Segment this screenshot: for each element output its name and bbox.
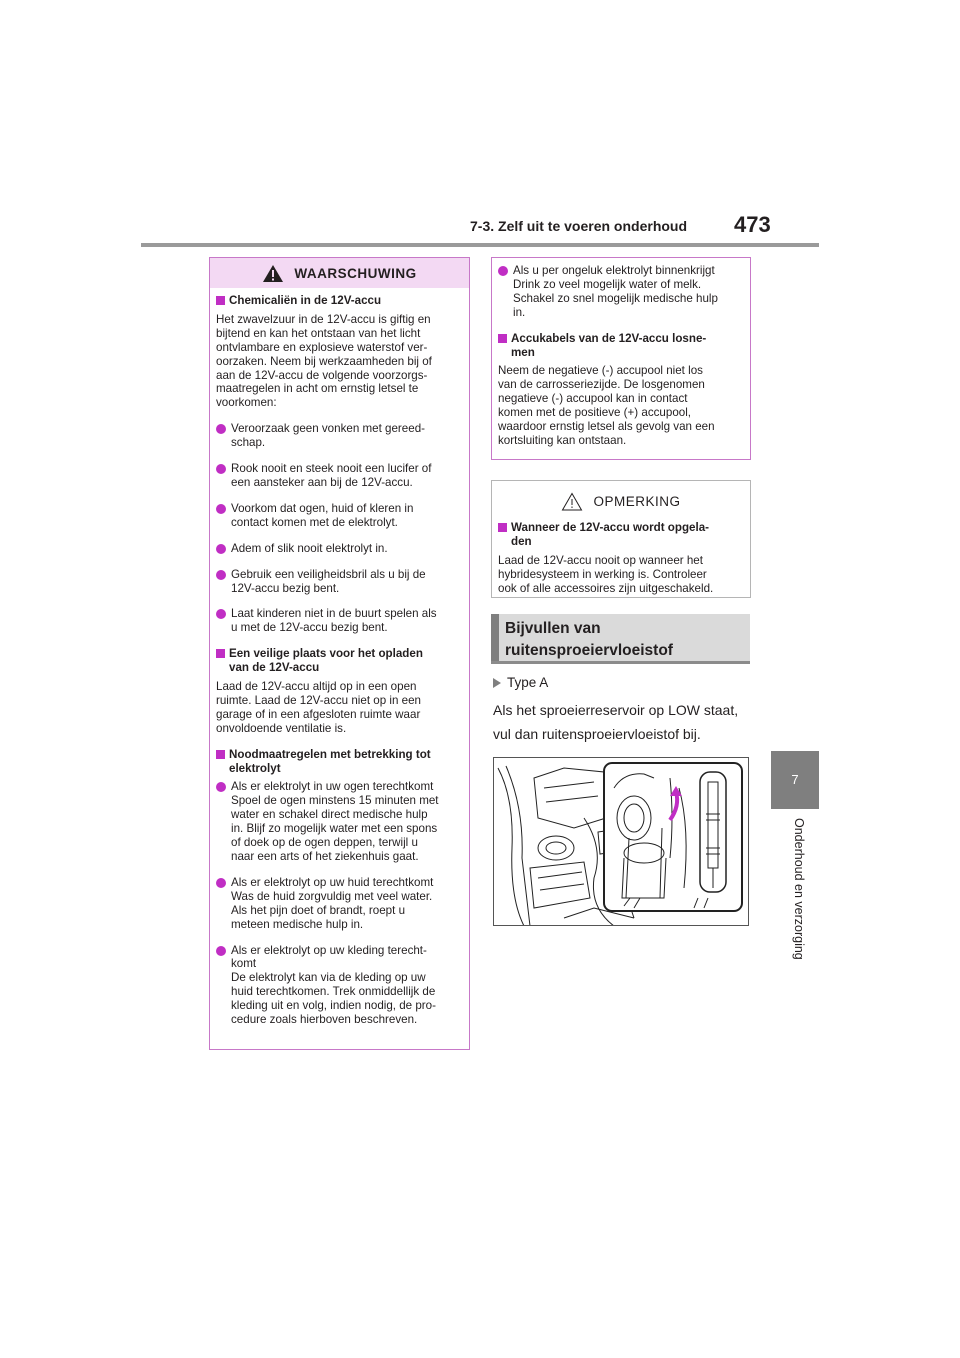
list-item: Als er elektrolyt op uw kleding terecht- komt De elektrolyt kan via de kleding op uw huid terechtkomen. Trek onmiddellijk de kleding uit en volg, indien nodig, de pro- cedure zoals hierboven beschreven. xyxy=(216,944,461,1027)
note-header xyxy=(492,481,750,515)
warning-heading-charging: Een veilige plaats voor het opladen van de 12V-accu xyxy=(216,647,461,675)
page-number: 473 xyxy=(734,212,771,237)
bullet-dot-icon xyxy=(216,878,226,888)
square-bullet-icon xyxy=(216,649,225,658)
warning-header xyxy=(210,258,469,288)
square-bullet-icon xyxy=(498,523,507,532)
note-heading: Wanneer de 12V-accu wordt opgela- den xyxy=(498,521,742,549)
note-title: OPMERKING xyxy=(593,493,681,509)
header-divider xyxy=(141,243,819,247)
section-accent xyxy=(491,614,499,661)
list-item: Als u per ongeluk elektrolyt binnenkrijgt Drink zo veel mogelijk water of melk. Schakel zo snel mogelijk medische hulp in. xyxy=(498,264,742,320)
list-item: Veroorzaak geen vonken met gereed- schap. xyxy=(216,422,461,450)
list-item: Als er elektrolyt op uw huid terechtkomt Was de huid zorgvuldig met veel water. Als het pijn doet of brandt, roept u meteen medische hulp in. xyxy=(216,876,461,932)
warning-title: WAARSCHUWING xyxy=(294,265,417,281)
bullet-dot-icon xyxy=(216,424,226,434)
list-item: Als er elektrolyt in uw ogen terechtkomt Spoel de ogen minstens 15 minuten met water en schakel direct medische hulp in. Blijf zo mogelijk water met een spons of doek op de ogen deppen, terwijl u naar een arts of het ziekenhuis gaat. xyxy=(216,780,461,863)
note-box xyxy=(491,480,751,598)
section-heading-bar xyxy=(491,614,750,664)
bullet-dot-icon xyxy=(216,464,226,474)
washer-reservoir-illustration xyxy=(493,757,749,926)
square-bullet-icon xyxy=(498,334,507,343)
section-paragraph: Als het sproeierreservoir op LOW staat, vul dan ruitensproeiervloeistof bij. xyxy=(493,702,739,742)
square-bullet-icon xyxy=(216,296,225,305)
warning-paragraph: Neem de negatieve (-) accupool niet los van de carrosseriezijde. De losgenomen negatieve (-) accupool kan in contact komen met de positieve (+) accupool, waardoor ernstig letsel als gevolg van een kortsluiting kan ontstaan. xyxy=(498,364,715,447)
square-bullet-icon xyxy=(216,750,225,759)
warning-box xyxy=(209,257,470,1050)
list-item: Voorkom dat ogen, huid of kleren in contact komen met de elektrolyt. xyxy=(216,502,461,530)
section-title: Bijvullen van ruitensproeiervloeistof xyxy=(505,620,673,659)
warning-triangle-icon xyxy=(262,264,284,283)
bullet-dot-icon xyxy=(216,946,226,956)
chapter-number-tab: 7 xyxy=(771,751,819,809)
bullet-dot-icon xyxy=(216,782,226,792)
list-item: Laat kinderen niet in de buurt spelen als u met de 12V-accu bezig bent. xyxy=(216,607,461,635)
header-section-title: 7-3. Zelf uit te voeren onderhoud xyxy=(470,218,688,234)
note-paragraph: Laad de 12V-accu nooit op wanneer het hybridesysteem in werking is. Controleer ook of alle accessoires zijn uitgeschakeld. xyxy=(498,553,714,595)
bullet-dot-icon xyxy=(216,504,226,514)
list-item: Gebruik een veiligheidsbril als u bij de 12V-accu bezig bent. xyxy=(216,568,461,596)
engine-bay-drawing xyxy=(494,758,749,926)
list-item: Rook nooit en steek nooit een lucifer of een aansteker aan bij de 12V-accu. xyxy=(216,462,461,490)
type-label: Type A xyxy=(493,675,548,690)
warning-heading-cables: Accukabels van de 12V-accu losne- men xyxy=(498,332,742,360)
notice-triangle-icon xyxy=(561,492,583,511)
warning-paragraph: Laad de 12V-accu altijd op in een open ruimte. Laad de 12V-accu niet op in een garage of in een afgesloten ruimte waar onvoldoende ventilatie is. xyxy=(216,680,421,735)
warning-paragraph: Het zwavelzuur in de 12V-accu is giftig en bijtend en kan het ontstaan van het licht ontvlambare en explosieve waterstof ver- oorzaken. Neem bij werkzaamheden bij of aan de 12V-accu de volgende voorzorgs- maatregelen in acht om ernstig letsel te voorkomen: xyxy=(216,312,432,410)
warning-box-continued xyxy=(491,257,751,460)
bullet-dot-icon xyxy=(216,609,226,619)
bullet-dot-icon xyxy=(216,570,226,580)
list-item: Adem of slik nooit elektrolyt in. xyxy=(216,542,461,556)
warning-heading-chemicals: Chemicaliën in de 12V-accu xyxy=(216,294,461,308)
chapter-title: Onderhoud en verzorging xyxy=(792,818,806,960)
warning-heading-emergency: Noodmaatregelen met betrekking tot elektrolyt xyxy=(216,748,461,776)
bullet-dot-icon xyxy=(216,544,226,554)
triangle-right-icon xyxy=(493,678,501,688)
bullet-dot-icon xyxy=(498,266,508,276)
